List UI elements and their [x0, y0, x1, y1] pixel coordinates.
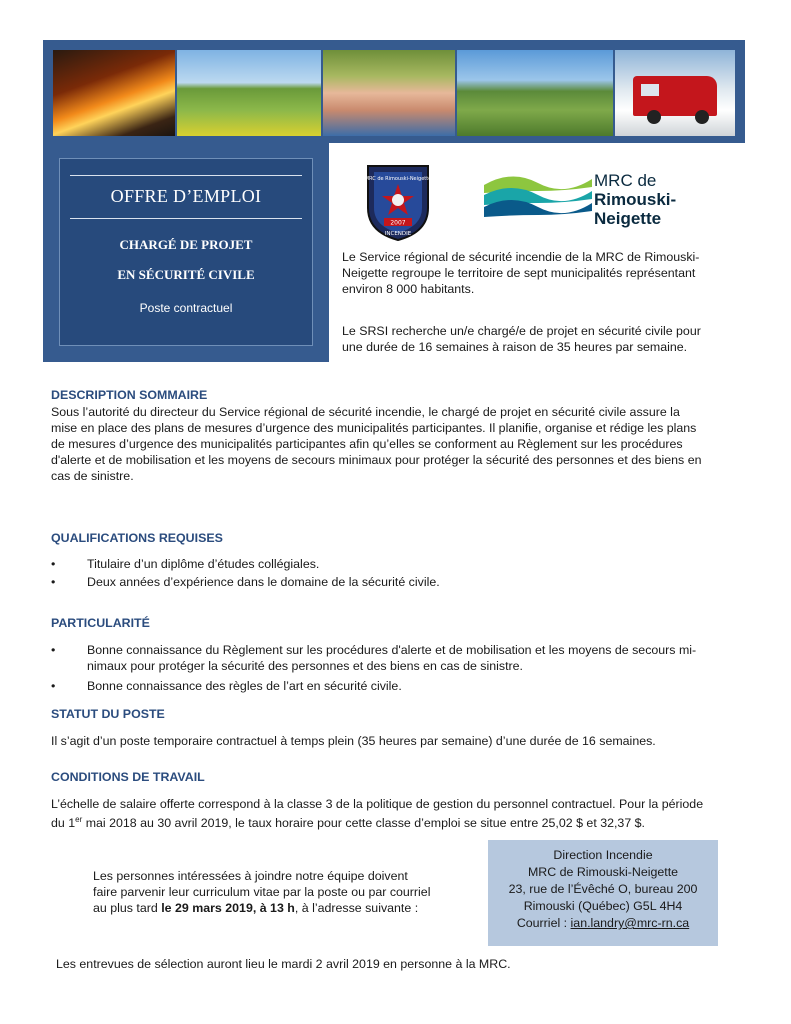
countryside-field-image [177, 50, 321, 136]
conditions-line-start: du 1 [51, 816, 76, 831]
bullet-icon: • [51, 575, 56, 589]
conditions-line-end: mai 2018 au 30 avril 2019, le taux horaire pour cette classe d’emploi se situe entre 25,02 $ et 32,37 $. [82, 816, 645, 831]
deadline: le 29 mars 2019, à 13 h [161, 901, 295, 915]
divider [70, 218, 302, 219]
list-item [51, 678, 731, 694]
address-line: 23, rue de l’Évêché O, bureau 200 [508, 882, 698, 896]
particularite-heading: PARTICULARITÉ [51, 616, 150, 630]
divider [70, 175, 302, 176]
address-line: Rimouski (Québec) G5L 4H4 [523, 899, 683, 913]
email-line [488, 915, 718, 932]
qualifications-heading: QUALIFICATIONS REQUISES [51, 531, 223, 545]
list-item-text: Titulaire d’un diplôme d’études collégiales. [87, 557, 320, 571]
farmland-landscape-image [457, 50, 613, 136]
intro-paragraph-1 [342, 249, 699, 297]
apply-line: faire parvenir leur curriculum vitae par la poste ou par courriel [93, 885, 431, 899]
intro-line: une durée de 16 semaines à raison de 35 heures par semaine. [342, 340, 688, 354]
intro-line: Le SRSI recherche un/e chargé/e de projet en sécurité civile pour [342, 324, 701, 338]
mrc-logo-line1: MRC de [594, 171, 657, 190]
intro-line: environ 8 000 habitants. [342, 282, 475, 296]
list-item [51, 556, 731, 572]
description-line: cas de sinistre. [51, 469, 134, 483]
interview-note: Les entrevues de sélection auront lieu le mardi 2 avril 2019 en personne à la MRC. [56, 957, 511, 971]
intro-line: Le Service régional de sécurité incendie de la MRC de Rimouski- [342, 250, 700, 264]
description-heading: DESCRIPTION SOMMAIRE [51, 388, 208, 402]
apply-line [93, 900, 430, 916]
role-title-line2: EN SÉCURITÉ CIVILE [117, 267, 255, 282]
conditions-heading: CONDITIONS DE TRAVAIL [51, 770, 205, 784]
mrc-logo-line2: Rimouski-Neigette [594, 190, 677, 228]
description-line: mise en place des plans de mesures d’urgence des municipalités participantes. Il planifie, organise et rédige les plans [51, 421, 697, 435]
truck-wheel [647, 110, 661, 124]
children-image [323, 50, 455, 136]
fire-service-badge-logo [362, 162, 434, 242]
conditions-text [51, 796, 731, 831]
description-line: de mesures d’urgence des municipalités participantes afin qu’elles se conforment au Règlement sur les procédures [51, 437, 683, 451]
description-text [51, 404, 721, 484]
address-line: MRC de Rimouski-Neigette [527, 865, 679, 879]
list-item-text: Bonne connaissance des règles de l’art en sécurité civile. [87, 679, 402, 693]
fire-truck-image [615, 50, 735, 136]
offer-panel [59, 158, 313, 346]
conditions-line [51, 812, 731, 831]
intro-paragraph-2 [342, 323, 701, 355]
photo-banner [43, 40, 745, 143]
bullet-icon: • [51, 643, 56, 657]
email-link[interactable]: ian.landry@mrc-rn.ca [570, 916, 690, 930]
list-item-line: nimaux pour protéger la sécurité des personnes et des biens en cas de sinistre. [87, 659, 523, 673]
apply-line-start: au plus tard [93, 901, 162, 915]
badge-year: 2007 [390, 219, 406, 227]
fire-scene-image [53, 50, 175, 136]
statut-text: Il s’agit d’un poste temporaire contractuel à temps plein (35 heures par semaine) d’une durée de 16 semaines. [51, 734, 656, 748]
mrc-logo-text [594, 171, 724, 228]
list-item [51, 642, 731, 676]
statut-heading: STATUT DU POSTE [51, 707, 165, 721]
badge-top-text: MRC de Rimouski-Neigette [364, 176, 432, 182]
list-item-text: Deux années d’expérience dans le domaine de la sécurité civile. [87, 575, 440, 589]
address-line: Direction Incendie [553, 848, 653, 862]
email-label: Courriel : [516, 916, 571, 930]
description-line: d'alerte et de mobilisation et les moyens de secours minimaux pour protéger la sécurité des personnes et des biens en [51, 453, 702, 467]
ordinal-suffix: er [75, 815, 83, 824]
mrc-logo [484, 163, 724, 235]
apply-line: Les personnes intéressées à joindre notre équipe doivent [93, 869, 408, 883]
description-line: Sous l’autorité du directeur du Service régional de sécurité incendie, le chargé de projet en sécurité civile assure la [51, 405, 680, 419]
offer-title: OFFRE D’EMPLOI [110, 186, 262, 206]
role-title-line1: CHARGÉ DE PROJET [119, 237, 253, 252]
apply-line-end: , à l’adresse suivante : [294, 901, 419, 915]
apply-instructions [93, 868, 430, 916]
intro-line: Neigette regroupe le territoire de sept municipalités représentant [342, 266, 696, 280]
bullet-icon: • [51, 679, 56, 693]
list-item [51, 574, 731, 590]
conditions-line: L’échelle de salaire offerte correspond à la classe 3 de la politique de gestion du personnel contractuel. Pour la période [51, 797, 704, 811]
list-item-text [87, 642, 727, 674]
contract-type: Poste contractuel [139, 301, 233, 315]
list-item-line: Bonne connaissance du Règlement sur les procédures d'alerte et de mobilisation et les moyens de secours mi- [87, 643, 697, 657]
address-box [488, 840, 718, 946]
bullet-icon: • [51, 557, 56, 571]
truck-wheel [695, 110, 709, 124]
badge-bottom-text: INCENDIE [384, 231, 412, 237]
